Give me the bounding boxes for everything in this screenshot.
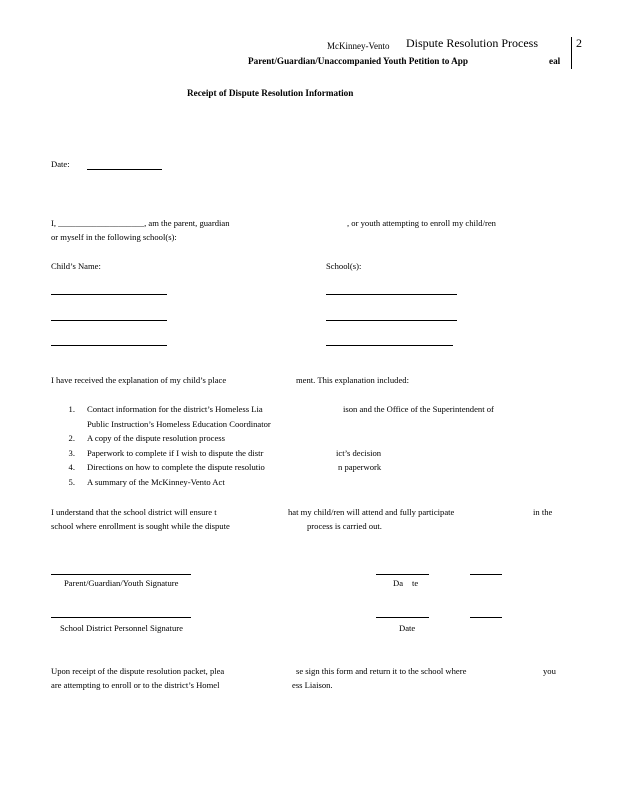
date-field-line [87, 169, 162, 170]
understand-line1-c: in the [533, 507, 553, 517]
date-line [376, 617, 429, 618]
closing-line1-a: Upon receipt of the dispute resolution packet, plea [51, 666, 225, 676]
child-name-line [51, 345, 167, 346]
list-item-text-a: Contact information for the district’s Homeless Lia [87, 404, 263, 414]
received-text-b: ment. This explanation included: [296, 375, 409, 385]
date-line [470, 617, 502, 618]
parent-signature-line [51, 574, 191, 575]
list-item-text-a: A copy of the dispute resolution process [87, 433, 225, 443]
understand-line1-b: hat my child/ren will attend and fully participate [288, 507, 455, 517]
closing-line1-b: se sign this form and return it to the school where [296, 666, 467, 676]
page-number: 2 [576, 36, 582, 50]
list-item-number: 2. [68, 433, 75, 443]
closing-line1-c: you [543, 666, 556, 676]
childs-name-label: Child’s Name: [51, 261, 101, 271]
date-label-b: te [412, 578, 419, 588]
understand-line2-b: process is carried out. [307, 521, 382, 531]
header-subtitle-right: eal [549, 56, 561, 66]
list-item-text-b: ison and the Office of the Superintendent of [343, 404, 494, 414]
understand-line1-a: I understand that the school district will ensure t [51, 507, 217, 517]
parent-signature-label: Parent/Guardian/Youth Signature [64, 578, 179, 588]
date-line [376, 574, 429, 575]
school-line [326, 294, 457, 295]
page-title: Receipt of Dispute Resolution Information [187, 88, 354, 98]
list-item-number: 1. [68, 404, 75, 414]
received-text-a: I have received the explanation of my child’s place [51, 375, 227, 385]
list-item-number: 3. [68, 448, 75, 458]
intro-line2: or myself in the following school(s): [51, 232, 177, 242]
list-item-number: 4. [68, 462, 75, 472]
understand-line2-a: school where enrollment is sought while the dispute [51, 521, 230, 531]
closing-line2-a: are attempting to enroll or to the district’s Homel [51, 680, 220, 690]
list-item-text-b: ict’s decision [336, 448, 382, 458]
header-divider [571, 37, 572, 69]
date-label: Date: [51, 159, 70, 169]
list-item-text-a: Directions on how to complete the dispute resolutio [87, 462, 265, 472]
child-name-line [51, 294, 167, 295]
school-line [326, 320, 457, 321]
header-section: Dispute Resolution Process [406, 36, 538, 50]
personnel-signature-label: School District Personnel Signature [60, 623, 183, 633]
intro-line1-a: I, ____________________, am the parent, guardian [51, 218, 230, 228]
closing-line2-b: ess Liaison. [292, 680, 333, 690]
date-label: Date [399, 623, 416, 633]
date-line [470, 574, 502, 575]
school-line [326, 345, 453, 346]
child-name-line [51, 320, 167, 321]
schools-label: School(s): [326, 261, 362, 271]
list-item-number: 5. [68, 477, 75, 487]
list-item-text-a: Paperwork to complete if I wish to dispute the distr [87, 448, 264, 458]
personnel-signature-line [51, 617, 191, 618]
header-program: McKinney-Vento [327, 41, 390, 51]
list-item-text-b: n paperwork [338, 462, 382, 472]
intro-line1-b: , or youth attempting to enroll my child/ren [347, 218, 496, 228]
list-item-text-a: Public Instruction’s Homeless Education Coordinator [87, 419, 271, 429]
date-label-a: Da [393, 578, 404, 588]
header-subtitle-left: Parent/Guardian/Unaccompanied Youth Petition to App [248, 56, 469, 66]
list-item-text-a: A summary of the McKinney-Vento Act [87, 477, 225, 487]
